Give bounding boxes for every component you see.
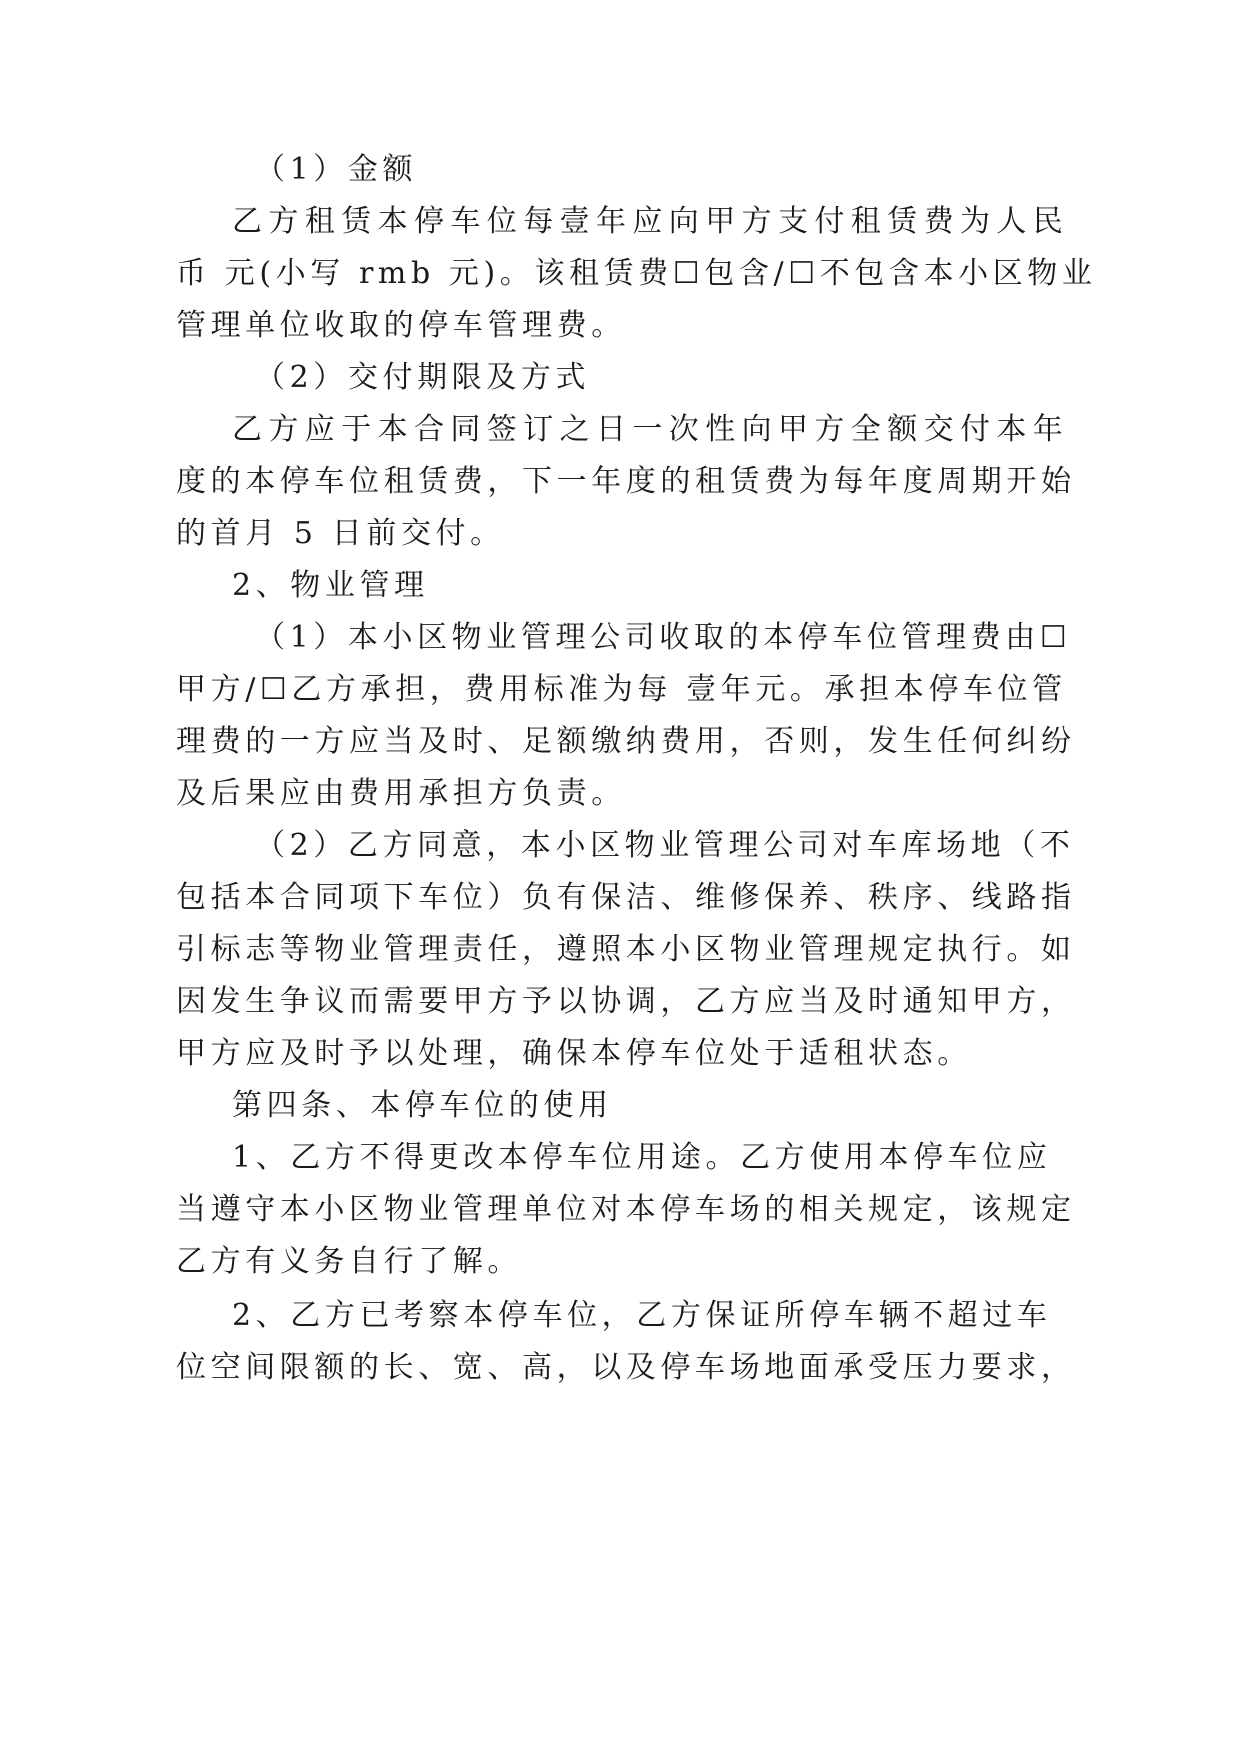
heading-payment-terms: （2）交付期限及方式 xyxy=(255,360,591,395)
paragraph-line: 币 元(小写 rmb 元)。该租赁费☐包含/☐不包含本小区物业 xyxy=(176,256,1097,291)
heading-property-management: 2、物业管理 xyxy=(232,568,429,603)
paragraph-line: 甲方应及时予以处理，确保本停车位处于适租状态。 xyxy=(176,1036,972,1071)
paragraph-line: 理费的一方应当及时、足额缴纳费用，否则，发生任何纠纷 xyxy=(176,724,1076,759)
paragraph-line: 引标志等物业管理责任，遵照本小区物业管理规定执行。如 xyxy=(176,932,1076,967)
paragraph-line: 甲方/☐乙方承担，费用标准为每 壹年元。承担本停车位管 xyxy=(176,672,1067,707)
paragraph-line: （1）本小区物业管理公司收取的本停车位管理费由☐ xyxy=(255,620,1072,655)
paragraph-line: 位空间限额的长、宽、高，以及停车场地面承受压力要求， xyxy=(176,1350,1076,1385)
paragraph-line: 当遵守本小区物业管理单位对本停车场的相关规定，该规定 xyxy=(176,1192,1076,1227)
paragraph-line: 2、乙方已考察本停车位，乙方保证所停车辆不超过车 xyxy=(232,1298,1052,1333)
heading-amount: （1）金额 xyxy=(255,152,418,187)
paragraph-line: 乙方租赁本停车位每壹年应向甲方支付租赁费为人民 xyxy=(232,204,1070,239)
paragraph-line: （2）乙方同意，本小区物业管理公司对车库场地（不 xyxy=(255,828,1075,863)
paragraph-line: 及后果应由费用承担方负责。 xyxy=(176,776,626,811)
paragraph-line: 因发生争议而需要甲方予以协调，乙方应当及时通知甲方， xyxy=(176,984,1076,1019)
paragraph-line: 包括本合同项下车位）负有保洁、维修保养、秩序、线路指 xyxy=(176,880,1076,915)
paragraph-line: 度的本停车位租赁费，下一年度的租赁费为每年度周期开始 xyxy=(176,464,1076,499)
paragraph-line: 1、乙方不得更改本停车位用途。乙方使用本停车位应 xyxy=(232,1140,1052,1175)
paragraph-line: 的首月 5 日前交付。 xyxy=(176,516,505,551)
heading-article-four: 第四条、本停车位的使用 xyxy=(232,1088,613,1123)
paragraph-line: 管理单位收取的停车管理费。 xyxy=(176,308,626,343)
paragraph-line: 乙方应于本合同签订之日一次性向甲方全额交付本年 xyxy=(232,412,1070,447)
paragraph-line: 乙方有义务自行了解。 xyxy=(176,1244,522,1279)
